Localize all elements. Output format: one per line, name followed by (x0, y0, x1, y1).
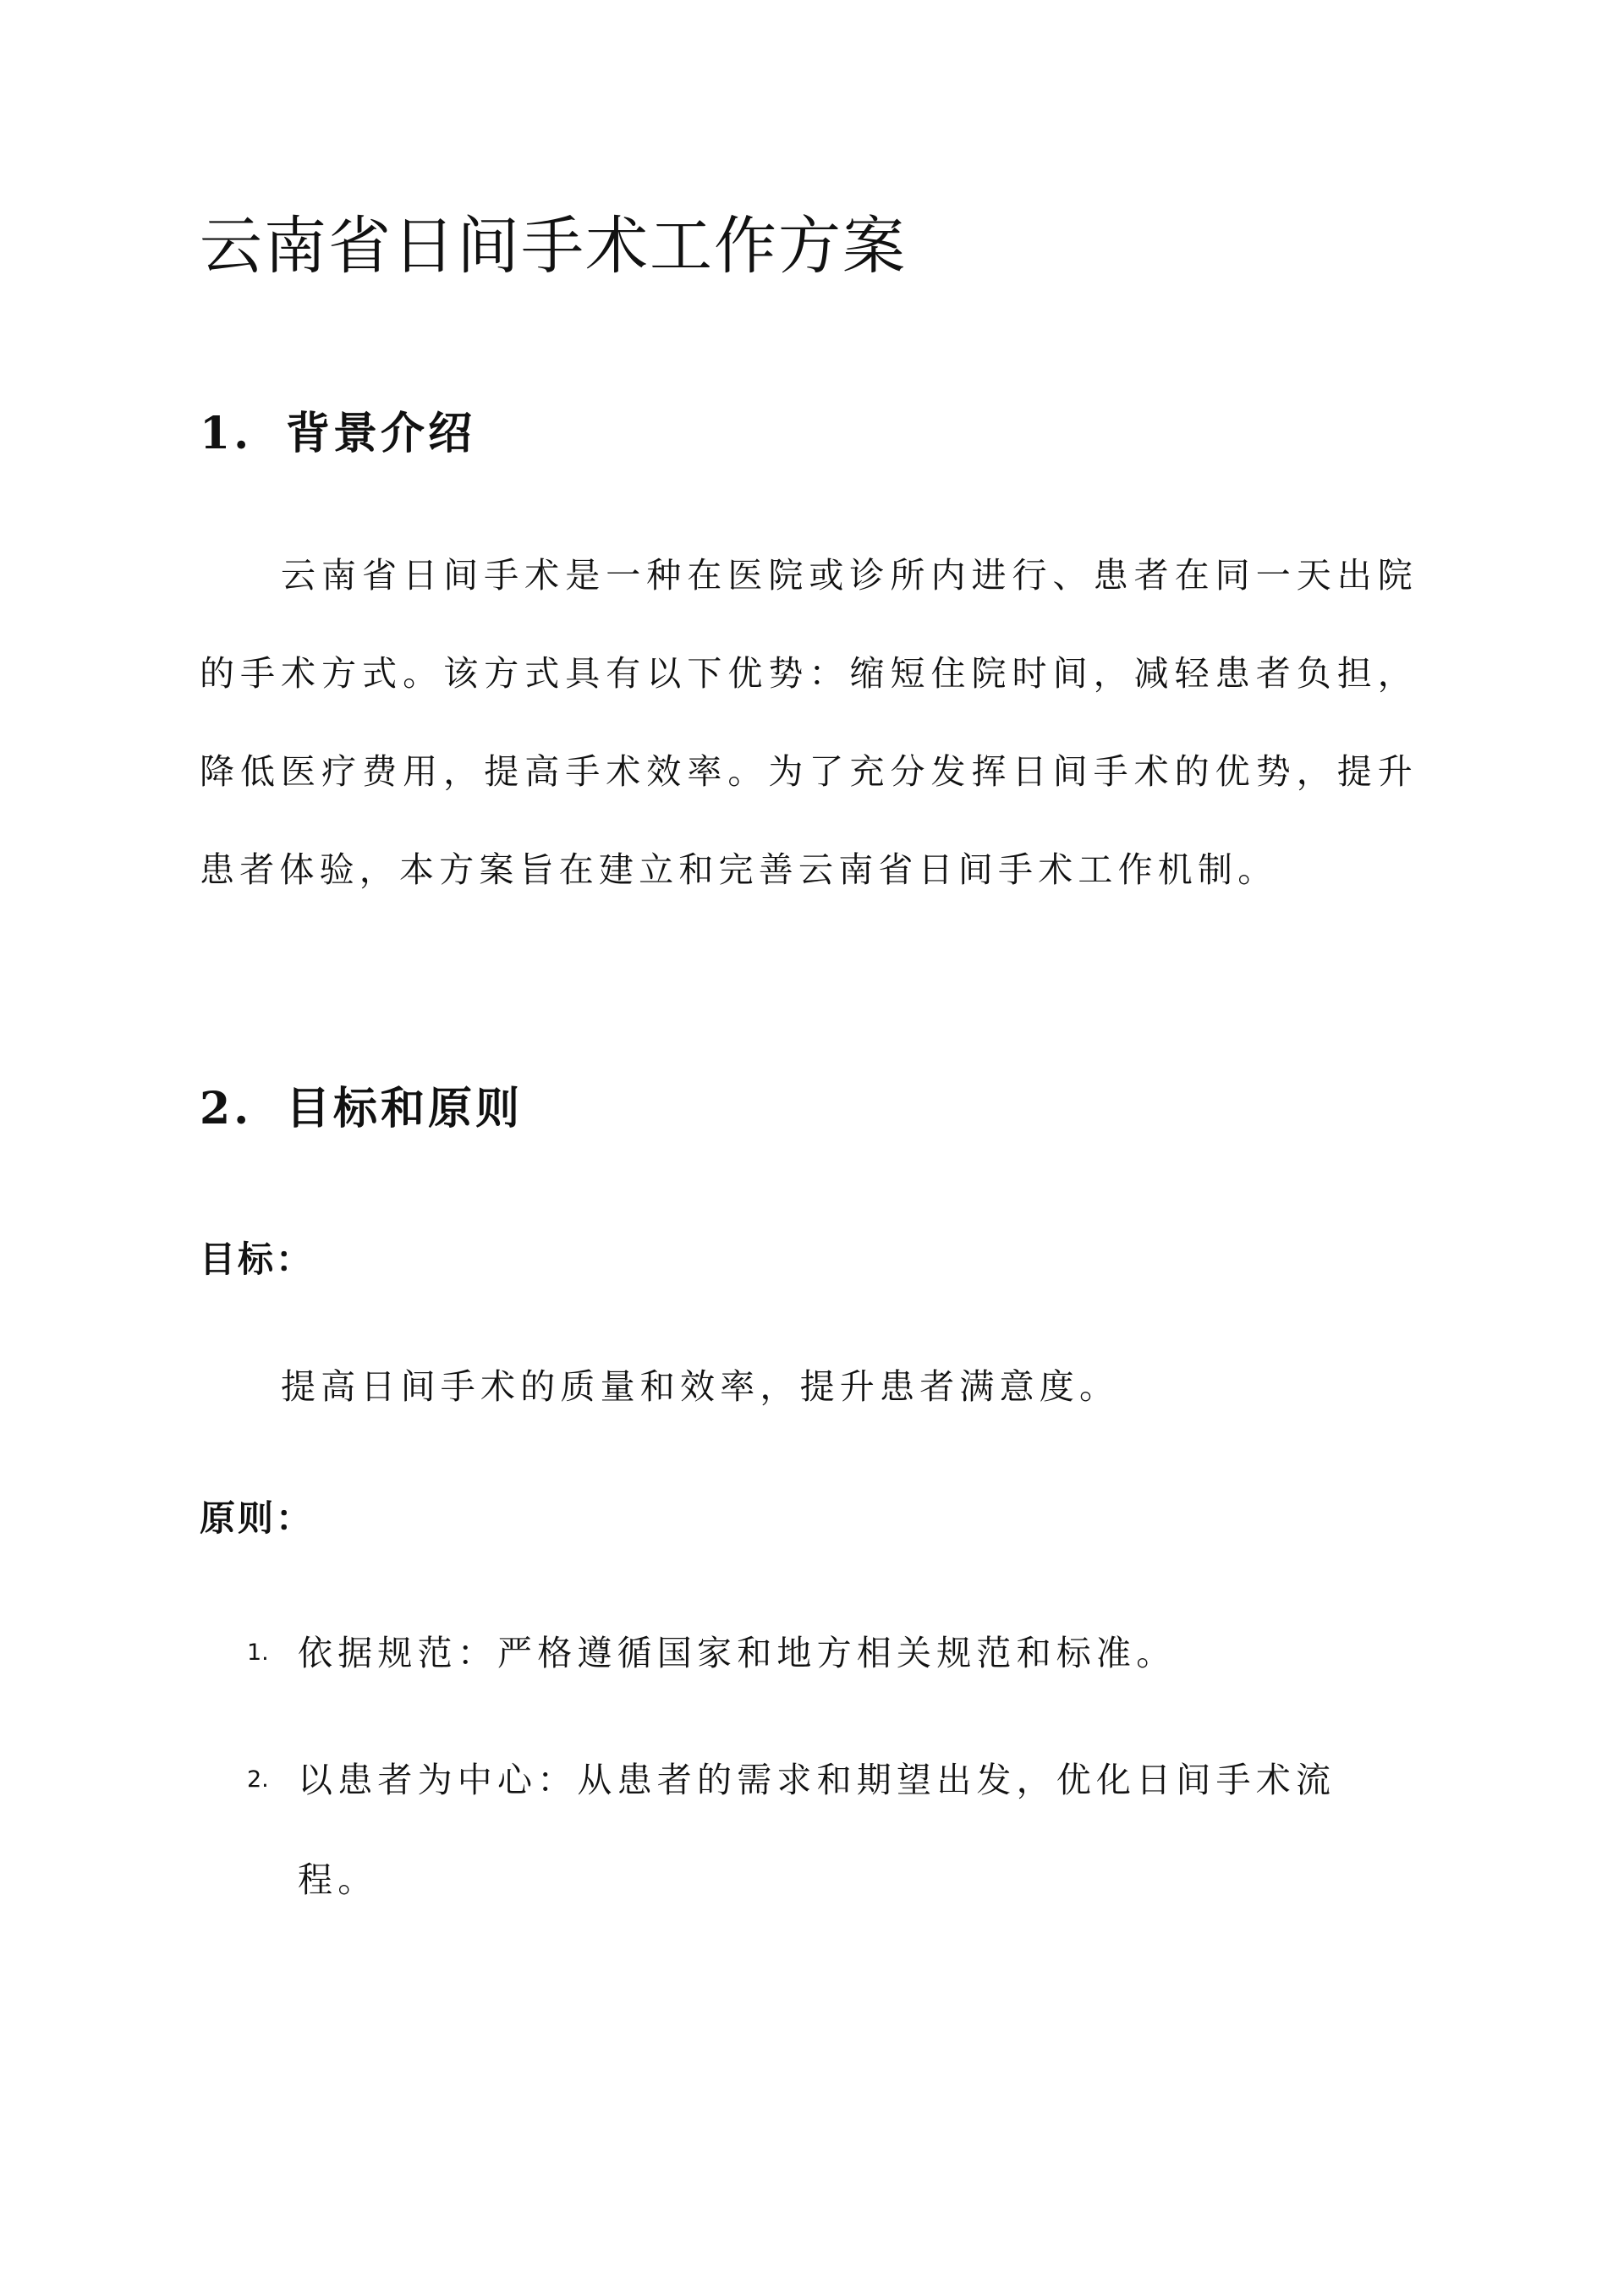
list-item-text: 依据规范：严格遵循国家和地方相关规范和标准。 (298, 1633, 1177, 1673)
list-item (200, 1730, 1389, 1930)
section-number: 1. (200, 408, 253, 459)
background-paragraph: 云南省日间手术是一种在医院或诊所内进行、患者在同一天出院的手术方式。该方式具有以下优势：缩短住院时间，减轻患者负担，降低医疗费用，提高手术效率。为了充分发挥日间手术的优势，提升患者体验，本方案旨在建立和完善云南省日间手术工作机制。 (200, 555, 1418, 890)
principle-label: 原则： (200, 1497, 315, 1539)
document-title: 云南省日间手术工作方案 (200, 210, 907, 283)
section-heading-goals-principles (200, 1073, 523, 1136)
list-item (200, 1603, 1389, 1703)
section-title: 背景介绍 (286, 408, 476, 459)
goal-text: 提高日间手术的质量和效率，提升患者满意度。 (281, 1366, 1120, 1407)
section-title: 目标和原则 (286, 1083, 524, 1134)
goal-label: 目标： (200, 1239, 315, 1280)
list-item-number: 2. (247, 1766, 269, 1793)
principles-list (200, 1603, 1418, 1957)
list-item-text: 以患者为中心：从患者的需求和期望出发，优化日间手术流程。 (298, 1760, 1336, 1900)
section-heading-background (200, 398, 475, 461)
list-item-number: 1. (247, 1640, 269, 1666)
section-number: 2. (200, 1083, 253, 1134)
